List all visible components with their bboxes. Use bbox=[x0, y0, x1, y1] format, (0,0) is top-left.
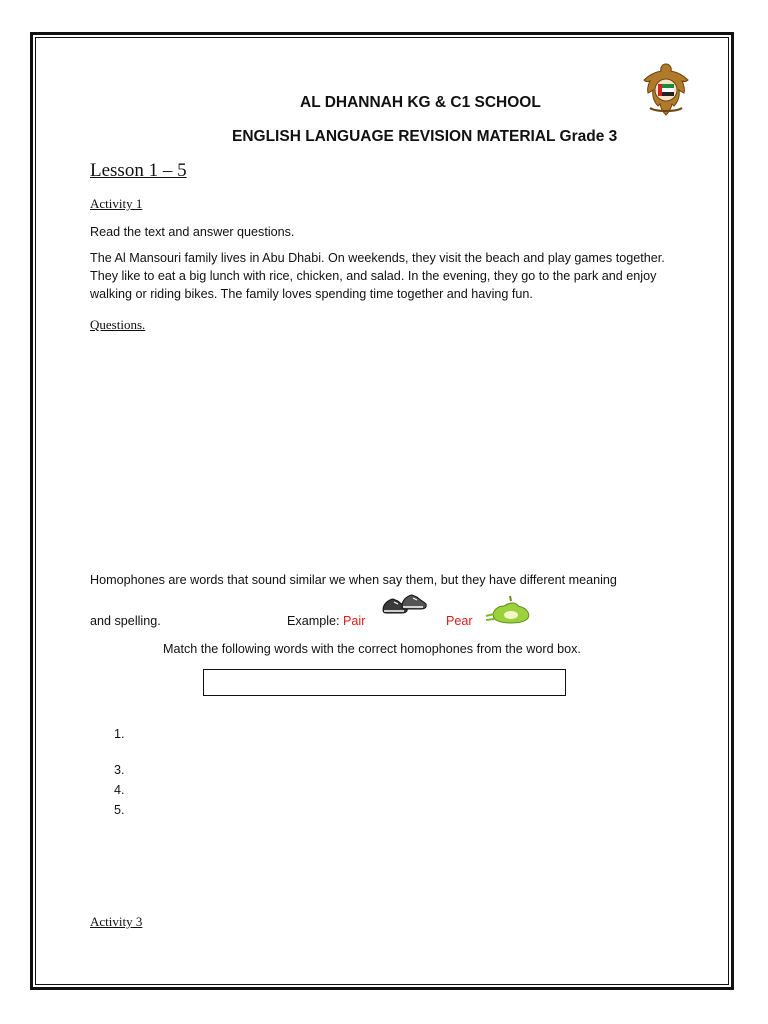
pear-icon bbox=[484, 594, 536, 626]
list-number-1: 1. bbox=[114, 727, 125, 741]
example-word-pear: Pear bbox=[446, 614, 473, 628]
school-name: AL DHANNAH KG & C1 SCHOOL bbox=[300, 94, 541, 111]
activity-1-heading: Activity 1 bbox=[90, 196, 143, 211]
lesson-title: Lesson 1 – 5 bbox=[90, 160, 187, 181]
activity-1-instruction: Read the text and answer questions. bbox=[90, 225, 295, 239]
example-word-pair: Pair bbox=[343, 614, 366, 628]
uae-emblem-icon bbox=[636, 60, 696, 118]
document-subtitle: ENGLISH LANGUAGE REVISION MATERIAL Grade 3 bbox=[232, 128, 618, 145]
list-number-3: 3. bbox=[114, 763, 125, 777]
example-label-text: Example: bbox=[287, 614, 340, 628]
homophones-definition-continued: and spelling. bbox=[90, 614, 161, 628]
matching-instruction: Match the following words with the correct homophones from the word box. bbox=[163, 642, 581, 656]
list-number-4: 4. bbox=[114, 783, 125, 797]
example-label bbox=[287, 612, 365, 630]
list-number-5: 5. bbox=[114, 803, 125, 817]
activity-3-heading: Activity 3 bbox=[90, 914, 143, 929]
homophones-definition: Homophones are words that sound similar we when say them, but they have different meaning bbox=[90, 573, 617, 587]
shoes-icon bbox=[380, 592, 430, 618]
word-box bbox=[203, 669, 566, 696]
reading-paragraph: The Al Mansouri family lives in Abu Dhabi. On weekends, they visit the beach and play games together. They like to eat a big lunch with rice, chicken, and salad. In the evening, they go to the park and enjoy walking or riding bikes. The family loves spending time together and having fun. bbox=[90, 251, 665, 301]
questions-heading: Questions. bbox=[90, 317, 146, 332]
